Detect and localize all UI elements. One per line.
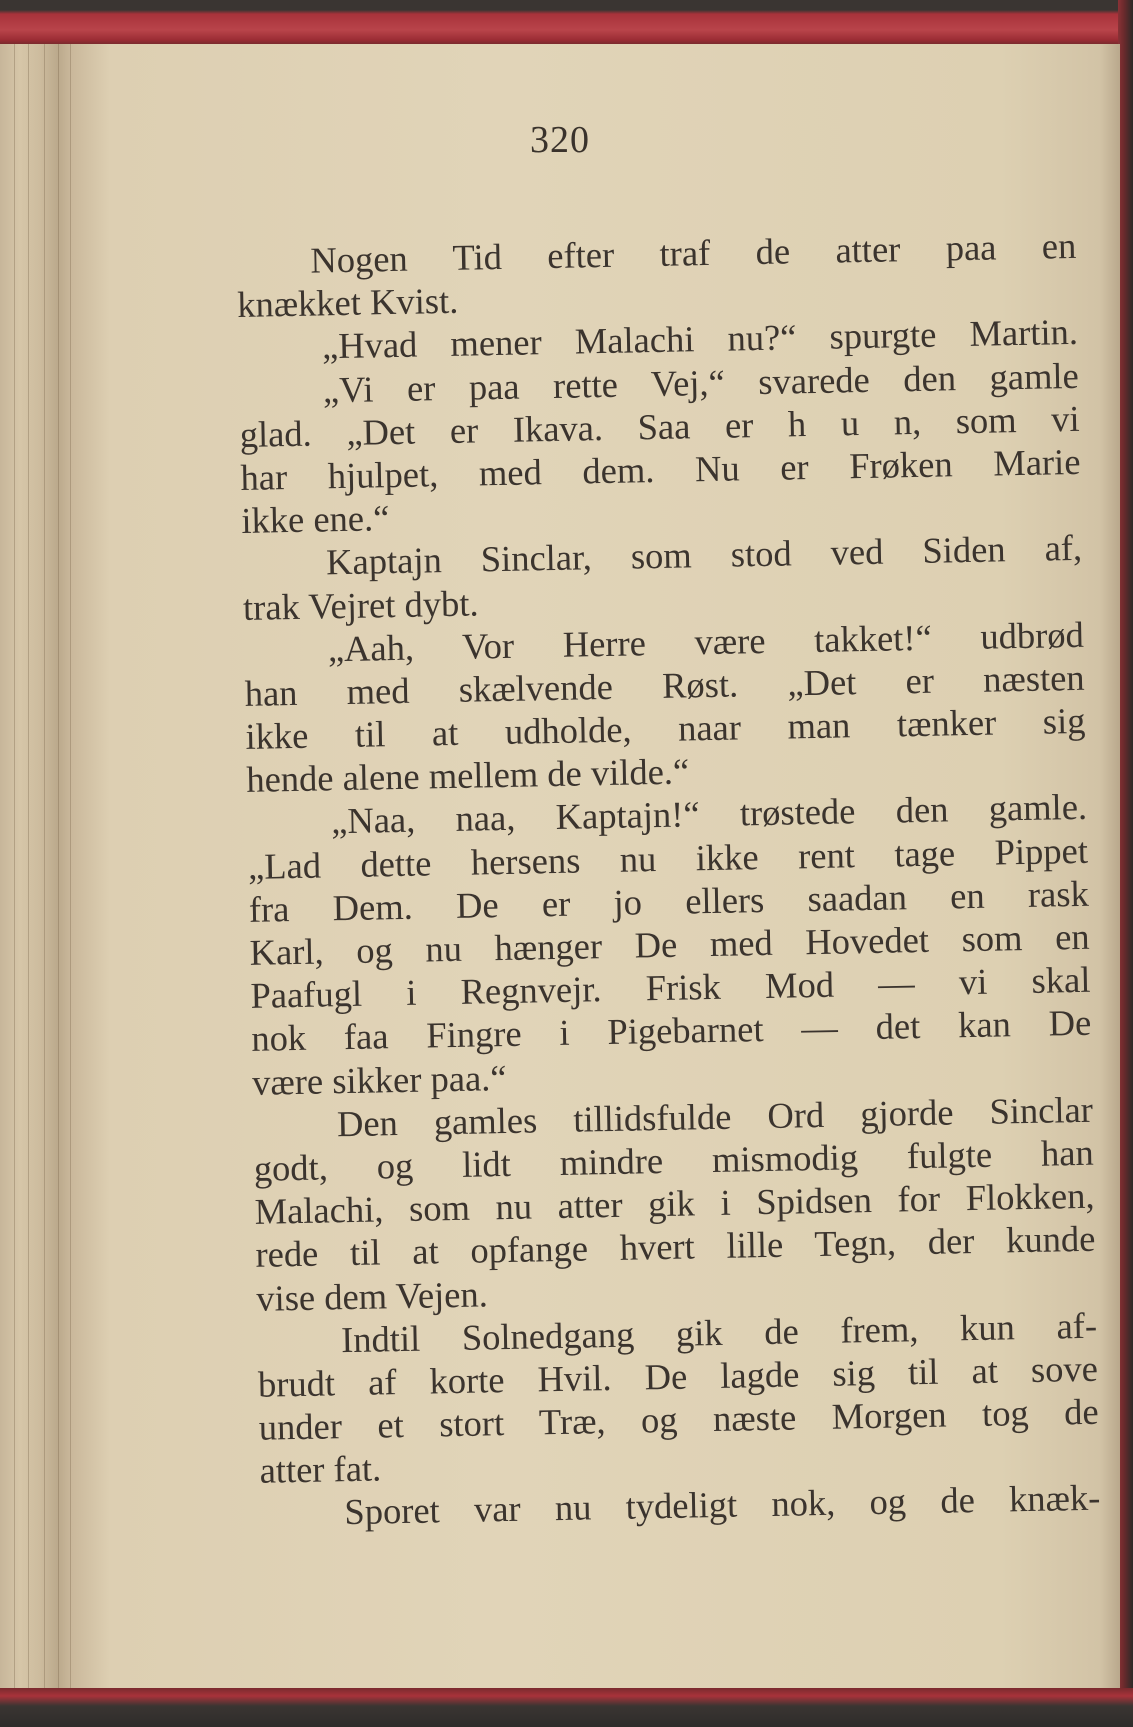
text-line: brudt af korte Hvil. De lagde sig til at sove <box>257 1347 1099 1405</box>
page-number: 320 <box>530 119 590 161</box>
text-line: hende alene mellem de vilde.“ <box>245 750 690 801</box>
text-line: Den gamles tillidsfulde Ord gjorde Sinclar <box>336 1088 1094 1144</box>
text-line: atter fat. <box>259 1447 382 1492</box>
body-text <box>236 224 1101 1536</box>
page-edge-line <box>14 44 15 1690</box>
text-line: „Aah, Vor Herre være takket!“ udbrød <box>327 613 1085 669</box>
text-line: ikke til at udholde, naar man tænker sig <box>245 699 1086 757</box>
page-edge-line <box>58 44 59 1690</box>
text-line: Paafugl i Regnvejr. Frisk Mod — vi skal <box>250 958 1091 1017</box>
text-line: Kaptajn Sinclar, som stod ved Siden af, <box>325 527 1083 583</box>
text-line: godt, og lidt mindre mismodig fulgte han <box>253 1131 1095 1189</box>
text-line: han med skælvende Røst. „Det er næsten <box>244 656 1085 714</box>
text-line: Sporet var nu tydeligt nok, og de knæk- <box>344 1477 1101 1533</box>
text-line: Malachi, som nu atter gik i Spidsen for Flokken, <box>254 1174 1095 1232</box>
page-edge-line <box>28 44 29 1690</box>
page-edge-line <box>44 44 45 1690</box>
text-line: ikke ene.“ <box>240 497 390 542</box>
text-line: trak Vejret dybt. <box>242 581 479 628</box>
text-line: Karl, og nu hænger De med Hovedet som en <box>249 915 1090 973</box>
text-line: „Hvad mener Malachi nu?“ spurgte Martin. <box>321 311 1079 367</box>
text-line: „Vi er paa rette Vej,“ svarede den gamle <box>322 354 1080 410</box>
text-line: glad. „Det er Ikava. Saa er h u n, som vi <box>239 397 1080 455</box>
text-line: fra Dem. De er jo ellers saadan en rask <box>248 872 1090 930</box>
text-line: være sikker paa.“ <box>251 1056 507 1103</box>
book-binding-bottom <box>0 1688 1133 1727</box>
book-binding-right <box>1118 0 1133 1727</box>
text-line: „Naa, naa, Kaptajn!“ trøstede den gamle. <box>330 786 1088 842</box>
text-line: „Lad dette hersens nu ikke rent tage Pippet <box>247 829 1089 887</box>
page-edge-line <box>70 44 71 1690</box>
book-binding-top <box>0 0 1133 48</box>
text-line: Indtil Solnedgang gik de frem, kun af- <box>340 1304 1098 1360</box>
text-line: knækket Kvist. <box>236 279 459 326</box>
text-line: rede til at opfange hvert lille Tegn, der kunde <box>255 1218 1096 1276</box>
text-line: Nogen Tid efter traf de atter paa en <box>310 224 1077 281</box>
text-line: nok faa Fingre i Pigebarnet — det kan De <box>250 1002 1092 1060</box>
text-line: vise dem Vejen. <box>255 1272 489 1319</box>
text-line: har hjulpet, med dem. Nu er Frøken Marie <box>240 440 1081 498</box>
text-line: under et stort Træ, og næste Morgen tog de <box>258 1390 1100 1448</box>
book-page <box>0 44 1120 1690</box>
